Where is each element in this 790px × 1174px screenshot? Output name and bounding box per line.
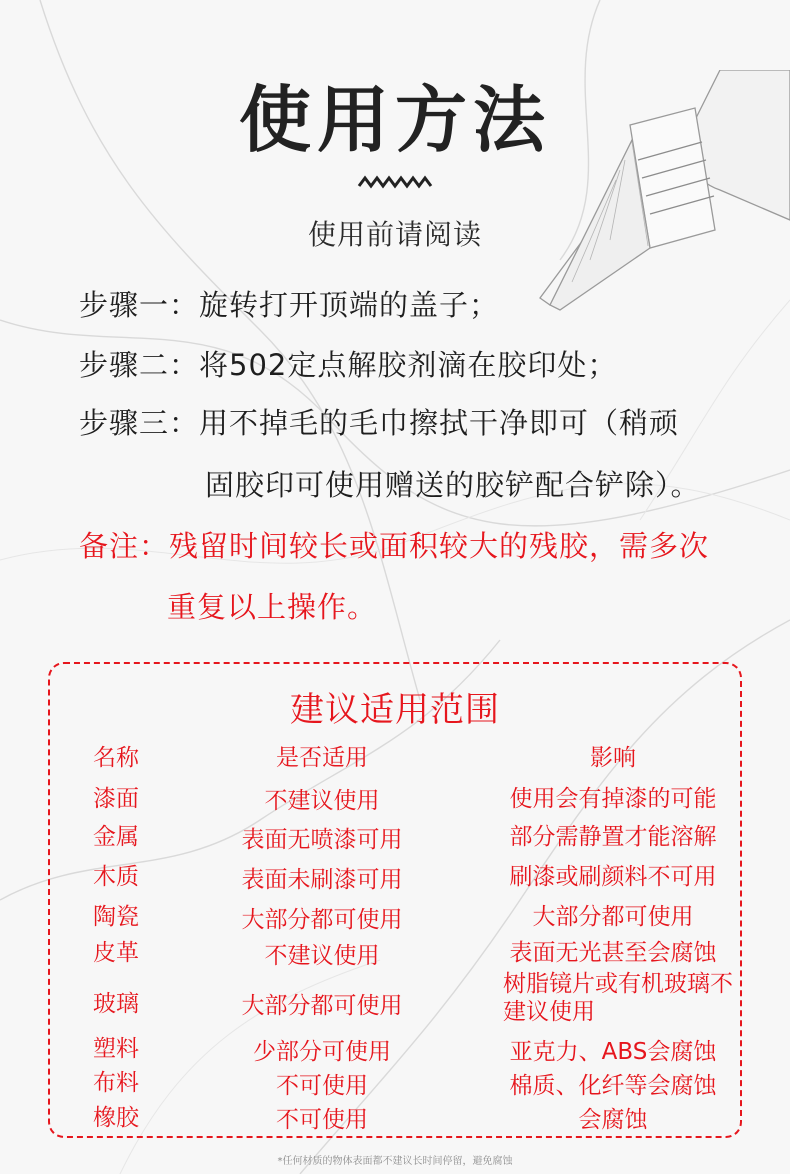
table-cell-applicable: 表面无喷漆可用 [241, 827, 403, 853]
table-cell-applicable: 表面未刷漆可用 [241, 867, 403, 893]
table-cell-effect: 棉质、化纤等会腐蚀 [509, 1073, 717, 1099]
step-three-label: 步骤三： [79, 406, 200, 440]
note-text: 残留时间较长或面积较大的残胶，需多次 [169, 529, 710, 563]
table-cell-material: 橡胶 [93, 1105, 139, 1131]
step-two-text: 将502定点解胶剂滴在胶印处； [199, 348, 618, 382]
step-two [79, 343, 617, 384]
usage-scope-title: 建议适用范围 [290, 690, 500, 730]
step-three-continuation: 固胶印可使用赠送的胶铲配合铲除）。 [205, 468, 701, 502]
table-cell-material: 塑料 [93, 1036, 139, 1062]
table-cell-applicable: 大部分都可使用 [241, 993, 403, 1019]
table-cell-applicable: 少部分可使用 [253, 1039, 391, 1065]
table-cell-effect: 使用会有掉漆的可能 [509, 786, 717, 812]
step-one-label: 步骤一： [79, 288, 200, 322]
note-label: 备注： [79, 529, 170, 563]
table-cell-applicable: 大部分都可使用 [241, 907, 403, 933]
table-cell-effect: 会腐蚀 [578, 1107, 648, 1133]
table-cell-material: 陶瓷 [93, 904, 139, 930]
step-one-text: 旋转打开顶端的盖子； [199, 288, 500, 322]
table-cell-material: 木质 [93, 864, 139, 890]
zigzag-divider-icon [357, 175, 433, 189]
footnote: *任何材质的物体表面都不建议长时间停留，避免腐蚀 [277, 1156, 513, 1167]
table-cell-material: 漆面 [93, 786, 139, 812]
table-cell-effect: 亚克力、ABS会腐蚀 [509, 1039, 717, 1065]
table-cell-material: 金属 [93, 824, 139, 850]
table-header-name: 名称 [93, 745, 139, 771]
table-cell-material: 皮革 [93, 940, 139, 966]
table-cell-effect: 表面无光甚至会腐蚀 [509, 940, 717, 966]
page-subtitle: 使用前请阅读 [307, 218, 482, 251]
note [79, 524, 709, 565]
step-two-label: 步骤二： [79, 348, 200, 382]
step-three [79, 401, 679, 442]
step-three-text: 用不掉毛的毛巾擦拭干净即可（稍顽 [199, 406, 680, 440]
table-cell-applicable: 不建议使用 [264, 943, 380, 969]
table-cell-effect: 大部分都可使用 [532, 904, 694, 930]
table-cell-effect: 刷漆或刷颜料不可用 [509, 864, 717, 890]
table-header-applicable: 是否适用 [276, 745, 368, 771]
note-continuation: 重复以上操作。 [167, 590, 378, 624]
table-cell-applicable: 不可使用 [276, 1073, 368, 1099]
table-cell-effect: 部分需静置才能溶解 [509, 824, 717, 850]
table-cell-material: 布料 [93, 1070, 139, 1096]
table-header-effect: 影响 [590, 745, 636, 771]
table-cell-effect: 树脂镜片或有机玻璃不建议使用 [503, 971, 733, 1025]
table-cell-applicable: 不可使用 [276, 1107, 368, 1133]
page-title: 使用方法 [238, 78, 551, 162]
step-one [79, 283, 499, 324]
table-cell-applicable: 不建议使用 [264, 788, 380, 814]
table-cell-material: 玻璃 [93, 991, 139, 1017]
